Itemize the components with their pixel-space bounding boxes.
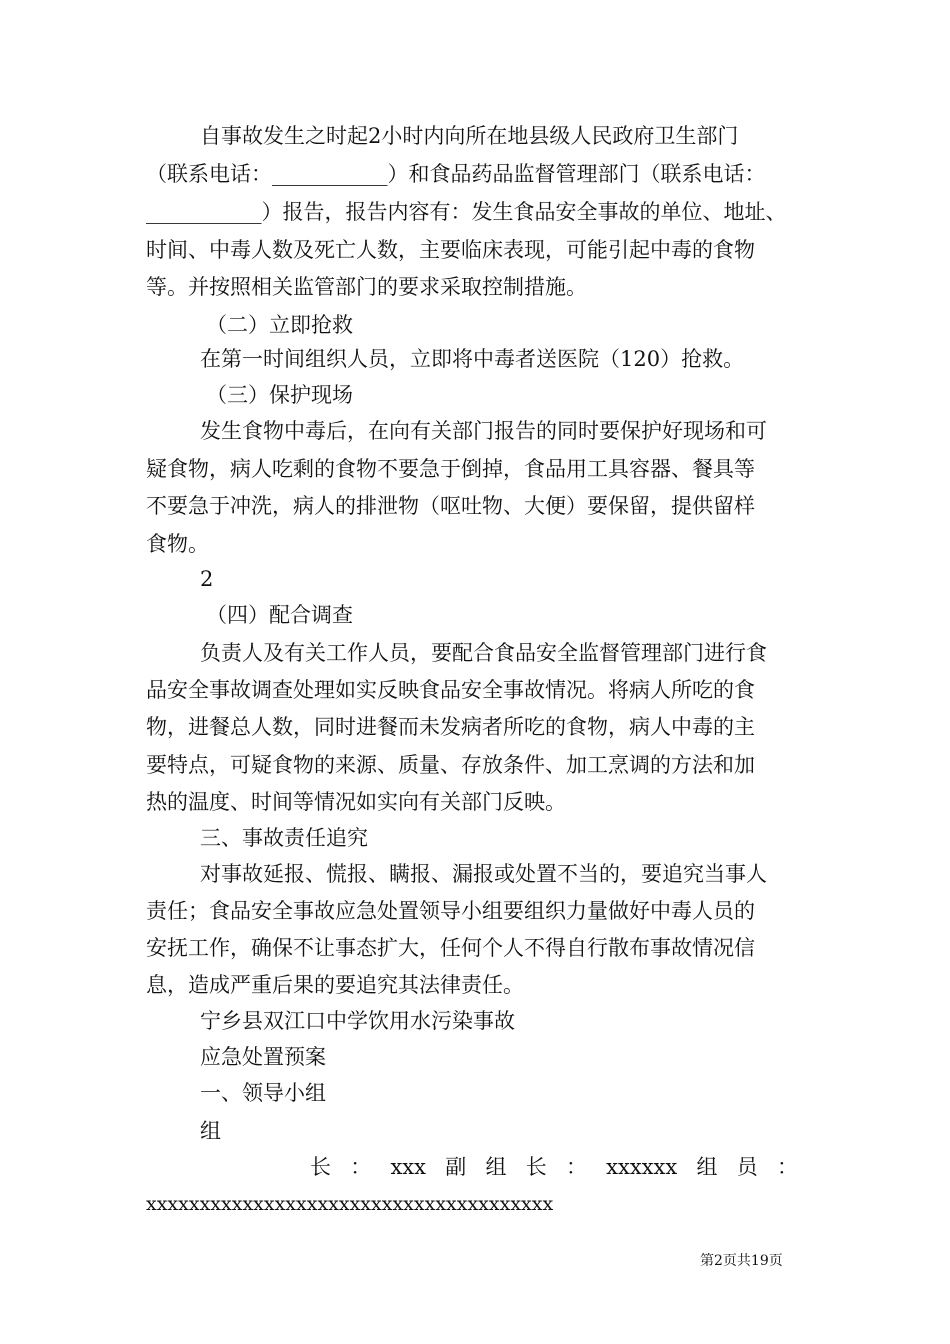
roster-token: 组 [696,1155,718,1179]
paragraph-line: 热的温度、时间等情况如实向有关部门反映。 [146,790,566,814]
paragraph-line: 安抚工作，确保不让事态扩大，任何个人不得自行散布事故情况信 [146,936,755,960]
paragraph-line: 在第一时间组织人员，立即将中毒者送医院（120）抢救。 [200,347,745,371]
paragraph-line: 物，进餐总人数，同时进餐而未发病者所吃的食物，病人中毒的主 [146,715,755,739]
paragraph-line: 息，造成严重后果的要追究其法律责任。 [146,973,524,997]
section-heading: 一、领导小组 [200,1081,326,1105]
paragraph-line: 疑食物，病人吃剩的食物不要急于倒掉，食品用工具容器、餐具等 [146,457,755,481]
paragraph-line: 时间、中毒人数及死亡人数，主要临床表现，可能引起中毒的食物 [146,238,755,262]
section-heading: （四）配合调查 [206,603,353,627]
roster-token: ： [350,1155,372,1179]
paragraph-line: 对事故延报、慌报、瞒报、漏报或处置不当的，要追究当事人 [200,862,767,886]
roster-token: xxx [390,1155,426,1179]
paragraph-line: ___________）报告，报告内容有：发生食品安全事故的单位、地址、 [146,200,787,224]
paragraph-line: （联系电话：___________）和食品药品监督管理部门（联系电话： [146,162,766,186]
section-heading: 三、事故责任追究 [200,826,368,850]
roster-token: 长 [310,1155,331,1179]
paragraph-line: 组 [200,1119,221,1143]
leadership-roster-line [310,1153,798,1181]
plan-title-line: 宁乡县双江口中学饮用水污染事故 [200,1009,515,1033]
section-heading: （二）立即抢救 [206,313,353,337]
page-footer: 第2页共19页 [700,1253,783,1269]
paragraph-line: 食物。 [146,532,209,556]
paragraph-line: 发生食物中毒后，在向有关部门报告的同时要保护好现场和可 [200,419,767,443]
member-names-line: xxxxxxxxxxxxxxxxxxxxxxxxxxxxxxxxxxxxxx [146,1193,554,1215]
paragraph-line: 责任；食品安全事故应急处置领导小组要组织力量做好中毒人员的 [146,899,755,923]
paragraph-line: 自事故发生之时起2小时内向所在地县级人民政府卫生部门 [200,124,739,148]
roster-token: ： [565,1155,587,1179]
roster-token: xxxxxx [606,1155,678,1179]
plan-title-line: 应急处置预案 [200,1045,326,1069]
roster-token: ： [776,1155,798,1179]
paragraph-line: 不要急于冲洗，病人的排泄物（呕吐物、大便）要保留，提供留样 [146,494,755,518]
paragraph-line: 品安全事故调查处理如实反映食品安全事故情况。将病人所吃的食 [146,678,755,702]
roster-token: 副 [445,1155,467,1179]
section-heading: （三）保护现场 [206,383,353,407]
paragraph-line: 要特点，可疑食物的来源、质量、存放条件、加工烹调的方法和加 [146,753,755,777]
roster-token: 员 [736,1155,758,1179]
roster-token: 长 [525,1155,547,1179]
paragraph-line: 等。并按照相关监管部门的要求采取控制措施。 [146,275,587,299]
page-number-inline: 2 [200,567,214,591]
roster-token: 组 [485,1155,507,1179]
paragraph-line: 负责人及有关工作人员，要配合食品安全监督管理部门进行食 [200,641,767,665]
